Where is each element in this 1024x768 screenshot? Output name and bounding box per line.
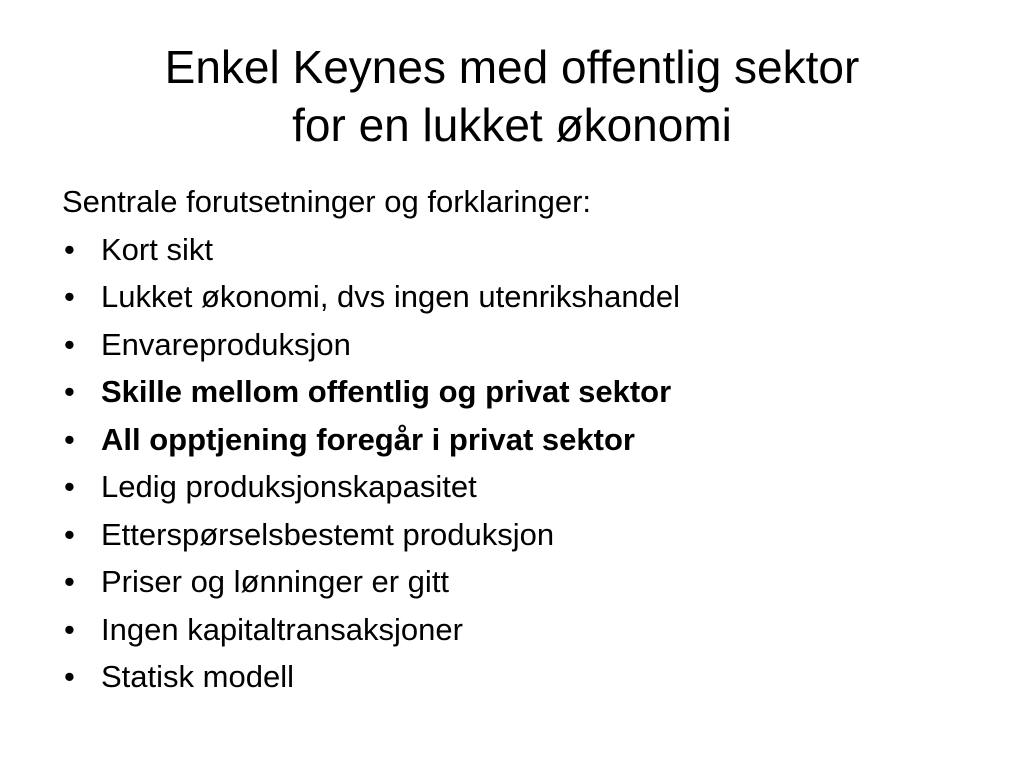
bullet-icon: •: [64, 326, 75, 362]
bullet-list: [62, 226, 962, 701]
bullet-icon: •: [64, 421, 75, 457]
bullet-text: Ledig produksjonskapasitet: [101, 469, 477, 504]
bullet-icon: •: [64, 611, 75, 647]
bullet-text: Kort sikt: [101, 231, 213, 267]
bullet-item: [62, 368, 962, 416]
bullet-item: [62, 511, 962, 559]
slide-title: [40, 38, 984, 154]
bullet-text: Etterspørselsbestemt produksjon: [101, 516, 555, 552]
bullet-item: [62, 226, 962, 274]
bullet-item: [62, 558, 962, 606]
slide-body: [62, 178, 962, 701]
bullet-icon: •: [64, 469, 75, 504]
bullet-item: [62, 653, 962, 701]
bullet-item: [62, 463, 962, 511]
bullet-icon: •: [64, 516, 75, 552]
bullet-icon: •: [64, 374, 75, 409]
bullet-icon: •: [64, 659, 75, 694]
bullet-text: Envareproduksjon: [101, 326, 351, 362]
bullet-item: [62, 416, 962, 464]
bullet-item: [62, 606, 962, 654]
bullet-text: Skille mellom offentlig og privat sektor: [101, 374, 672, 409]
intro-text: Sentrale forutsetninger og forklaringer:: [62, 184, 592, 219]
bullet-text: Priser og lønninger er gitt: [101, 564, 450, 599]
bullet-text: All opptjening foregår i privat sektor: [101, 421, 635, 457]
slide-title-line: Enkel Keynes med offentlig sektor: [164, 41, 860, 93]
bullet-icon: •: [64, 231, 75, 267]
bullet-icon: •: [64, 279, 75, 314]
bullet-item: [62, 321, 962, 369]
bullet-item: [62, 273, 962, 321]
bullet-text: Lukket økonomi, dvs ingen utenrikshandel: [101, 279, 680, 314]
slide-title-line: for en lukket økonomi: [292, 99, 732, 151]
bullet-icon: •: [64, 564, 75, 599]
bullet-text: Statisk modell: [101, 659, 294, 694]
bullet-text: Ingen kapitaltransaksjoner: [101, 611, 463, 647]
